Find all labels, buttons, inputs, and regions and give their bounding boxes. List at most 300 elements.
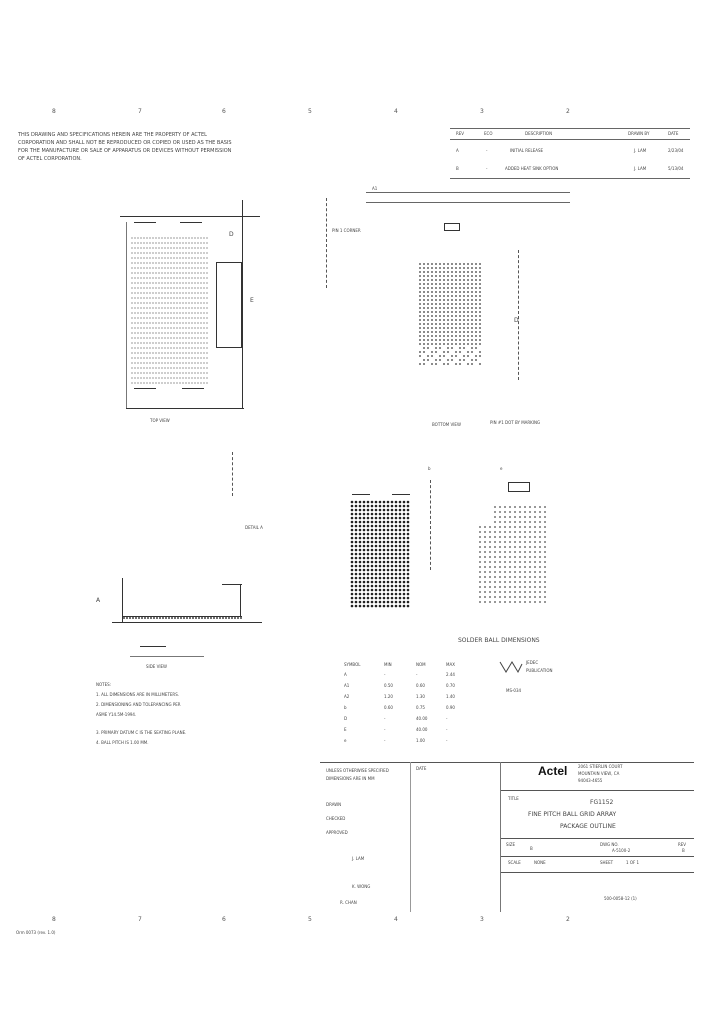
ball-mark — [451, 275, 453, 277]
rev-header: REV — [456, 131, 465, 136]
ball-mark — [170, 337, 171, 338]
ball-mark — [137, 262, 138, 263]
ball-mark — [176, 257, 177, 258]
ball-mark — [375, 577, 378, 580]
ball-mark — [158, 332, 159, 333]
ball-mark — [200, 282, 201, 283]
ball-mark — [143, 382, 144, 383]
ball-mark — [200, 337, 201, 338]
ball-mark — [467, 327, 469, 329]
ball-mark — [427, 347, 429, 349]
ball-mark — [367, 585, 370, 588]
ball-mark — [206, 372, 207, 373]
ball-mark — [494, 601, 496, 603]
ball-mark — [170, 262, 171, 263]
ball-mark — [170, 362, 171, 363]
ball-mark — [534, 541, 536, 543]
ball-mark — [173, 362, 174, 363]
ball-mark — [149, 297, 150, 298]
ball-mark — [427, 275, 429, 277]
ball-mark — [375, 573, 378, 576]
ball-mark — [179, 372, 180, 373]
ball-mark — [149, 322, 150, 323]
ball-mark — [140, 377, 141, 378]
ball-mark — [419, 275, 421, 277]
ball-mark — [203, 292, 204, 293]
ball-mark — [143, 347, 144, 348]
ball-mark — [435, 275, 437, 277]
bottom-view-balls — [418, 262, 488, 372]
ball-mark — [137, 347, 138, 348]
ball-mark — [499, 561, 501, 563]
ball-mark — [203, 237, 204, 238]
ball-mark — [494, 521, 496, 523]
ball-mark — [463, 355, 465, 357]
ball-mark — [544, 566, 546, 568]
ball-mark — [219, 617, 221, 619]
ball-mark — [203, 332, 204, 333]
ball-mark — [524, 506, 526, 508]
ball-mark — [197, 382, 198, 383]
ball-mark — [129, 617, 131, 619]
ball-mark — [158, 327, 159, 328]
ball-mark — [170, 367, 171, 368]
ball-mark — [179, 282, 180, 283]
ball-mark — [185, 342, 186, 343]
dim-a-label: A — [96, 597, 101, 604]
ball-mark — [419, 263, 421, 265]
ball-mark — [544, 601, 546, 603]
ball-mark — [131, 272, 132, 273]
ball-mark — [504, 601, 506, 603]
ball-mark — [423, 299, 425, 301]
ball-mark — [539, 511, 541, 513]
ball-mark — [191, 327, 192, 328]
ball-mark — [194, 312, 195, 313]
ball-mark — [509, 541, 511, 543]
ball-mark — [141, 617, 143, 619]
ball-mark — [395, 593, 398, 596]
ball-mark — [367, 541, 370, 544]
dim-table-cell: - — [384, 716, 386, 721]
ball-mark — [471, 335, 473, 337]
ball-mark — [443, 323, 445, 325]
ball-mark — [443, 343, 445, 345]
ball-mark — [191, 292, 192, 293]
ball-mark — [375, 521, 378, 524]
ball-mark — [155, 342, 156, 343]
ball-mark — [439, 267, 441, 269]
ball-mark — [351, 597, 354, 600]
ball-mark — [134, 382, 135, 383]
ball-mark — [203, 357, 204, 358]
ball-mark — [431, 351, 433, 353]
ball-mark — [435, 307, 437, 309]
dim-table-cell: 2.44 — [446, 672, 455, 677]
ball-mark — [134, 257, 135, 258]
ball-mark — [435, 295, 437, 297]
ball-mark — [471, 343, 473, 345]
ball-mark — [179, 257, 180, 258]
ball-mark — [131, 317, 132, 318]
ball-mark — [176, 272, 177, 273]
ball-mark — [489, 576, 491, 578]
ball-mark — [206, 337, 207, 338]
ball-mark — [451, 323, 453, 325]
ball-mark — [167, 247, 168, 248]
ball-mark — [363, 565, 366, 568]
ball-mark — [140, 317, 141, 318]
ball-mark — [475, 355, 477, 357]
ball-mark — [146, 287, 147, 288]
logo-line: JEDEC — [526, 660, 539, 665]
ball-mark — [539, 526, 541, 528]
ball-mark — [367, 529, 370, 532]
company-sub: MOUNTAIN VIEW, CA — [578, 771, 620, 776]
ball-mark — [534, 566, 536, 568]
ball-mark — [182, 367, 183, 368]
ball-mark — [529, 551, 531, 553]
ball-mark — [383, 585, 386, 588]
ball-mark — [439, 359, 441, 361]
ball-mark — [427, 327, 429, 329]
ball-mark — [158, 252, 159, 253]
ball-mark — [399, 601, 402, 604]
ball-mark — [150, 617, 152, 619]
ball-mark — [134, 302, 135, 303]
ball-mark — [479, 339, 481, 341]
ball-mark — [167, 357, 168, 358]
ball-mark — [158, 297, 159, 298]
ball-mark — [158, 292, 159, 293]
ball-mark — [188, 257, 189, 258]
ball-mark — [467, 355, 469, 357]
ball-mark — [427, 263, 429, 265]
ball-mark — [173, 292, 174, 293]
ball-mark — [529, 601, 531, 603]
ball-mark — [197, 257, 198, 258]
ball-mark — [427, 319, 429, 321]
ball-mark — [509, 601, 511, 603]
ball-mark — [134, 267, 135, 268]
ball-mark — [191, 267, 192, 268]
ball-mark — [375, 525, 378, 528]
ball-mark — [467, 339, 469, 341]
ball-mark — [146, 252, 147, 253]
ball-mark — [179, 367, 180, 368]
ball-mark — [419, 343, 421, 345]
ball-mark — [484, 601, 486, 603]
ball-mark — [164, 342, 165, 343]
ball-mark — [459, 291, 461, 293]
ball-mark — [200, 362, 201, 363]
ball-mark — [213, 617, 215, 619]
dim-table-cell: 1.00 — [416, 738, 425, 743]
ball-mark — [407, 605, 410, 608]
ball-mark — [423, 335, 425, 337]
ball-mark — [167, 302, 168, 303]
ball-mark — [155, 312, 156, 313]
ball-mark — [188, 247, 189, 248]
ball-mark — [395, 545, 398, 548]
ball-mark — [387, 577, 390, 580]
ball-mark — [383, 557, 386, 560]
ball-mark — [188, 287, 189, 288]
ball-mark — [459, 351, 461, 353]
ball-mark — [451, 291, 453, 293]
ball-mark — [391, 513, 394, 516]
ball-mark — [206, 327, 207, 328]
ball-mark — [155, 377, 156, 378]
ball-mark — [359, 553, 362, 556]
ball-mark — [182, 357, 183, 358]
ball-mark — [359, 573, 362, 576]
ball-mark — [143, 327, 144, 328]
ball-mark — [539, 566, 541, 568]
ball-mark — [152, 362, 153, 363]
ball-mark — [173, 242, 174, 243]
ball-mark — [427, 291, 429, 293]
ball-mark — [143, 297, 144, 298]
ball-mark — [399, 581, 402, 584]
ball-mark — [459, 311, 461, 313]
dim-table-cell: E — [344, 727, 347, 732]
ball-mark — [126, 617, 128, 619]
ball-mark — [158, 307, 159, 308]
ball-mark — [391, 581, 394, 584]
ball-mark — [149, 377, 150, 378]
ball-mark — [131, 242, 132, 243]
ball-mark — [479, 566, 481, 568]
ball-mark — [463, 287, 465, 289]
ball-mark — [379, 569, 382, 572]
ball-mark — [146, 317, 147, 318]
ball-mark — [455, 271, 457, 273]
ball-mark — [509, 526, 511, 528]
ball-mark — [351, 565, 354, 568]
ball-mark — [176, 327, 177, 328]
ball-mark — [149, 317, 150, 318]
ball-mark — [188, 337, 189, 338]
ball-mark — [407, 533, 410, 536]
ball-mark — [185, 322, 186, 323]
ball-mark — [524, 516, 526, 518]
ball-mark — [391, 541, 394, 544]
ball-mark — [149, 287, 150, 288]
ball-mark — [191, 277, 192, 278]
ball-mark — [203, 347, 204, 348]
ball-mark — [519, 586, 521, 588]
ball-mark — [161, 317, 162, 318]
ball-mark — [463, 323, 465, 325]
ball-mark — [427, 343, 429, 345]
ball-mark — [359, 605, 362, 608]
ball-mark — [131, 267, 132, 268]
ball-mark — [407, 545, 410, 548]
ball-mark — [367, 597, 370, 600]
ball-mark — [164, 382, 165, 383]
dim-header: NOM — [416, 662, 426, 667]
ball-mark — [479, 311, 481, 313]
ball-mark — [387, 601, 390, 604]
side-note: 1. ALL DIMENSIONS ARE IN MILLIMETERS. — [96, 692, 180, 697]
ball-mark — [158, 242, 159, 243]
ball-mark — [188, 352, 189, 353]
rev-cell: 5/13/04 — [668, 166, 684, 171]
ball-mark — [146, 292, 147, 293]
ball-mark — [509, 571, 511, 573]
ball-mark — [479, 315, 481, 317]
ball-mark — [467, 283, 469, 285]
ball-mark — [140, 247, 141, 248]
ball-mark — [459, 279, 461, 281]
ball-mark — [158, 257, 159, 258]
ball-mark — [359, 557, 362, 560]
ball-mark — [144, 617, 146, 619]
ball-mark — [459, 299, 461, 301]
ball-mark — [176, 337, 177, 338]
ball-mark — [479, 275, 481, 277]
tol-header: UNLESS OTHERWISE SPECIFIED — [326, 768, 389, 773]
ball-mark — [419, 279, 421, 281]
ball-mark — [371, 549, 374, 552]
ball-mark — [200, 322, 201, 323]
ball-mark — [134, 262, 135, 263]
ball-mark — [455, 287, 457, 289]
top-view-label: TOP VIEW — [150, 418, 170, 423]
ball-mark — [494, 551, 496, 553]
ball-mark — [134, 317, 135, 318]
ball-mark — [146, 267, 147, 268]
ball-mark — [519, 541, 521, 543]
dim-table-cell: 0.60 — [384, 705, 393, 710]
ball-mark — [455, 307, 457, 309]
ball-mark — [484, 571, 486, 573]
ball-mark — [399, 585, 402, 588]
ball-mark — [188, 332, 189, 333]
ball-mark — [467, 351, 469, 353]
ball-mark — [419, 315, 421, 317]
ball-mark — [131, 362, 132, 363]
ball-mark — [179, 357, 180, 358]
ball-mark — [367, 561, 370, 564]
ball-mark — [134, 322, 135, 323]
note-line: CORPORATION AND SHALL NOT BE REPRODUCED OR COPIED OR USED AS THE BASIS — [18, 140, 232, 146]
ball-mark — [399, 521, 402, 524]
ball-mark — [355, 605, 358, 608]
ball-mark — [443, 299, 445, 301]
ball-mark — [191, 377, 192, 378]
ball-mark — [167, 372, 168, 373]
ball-mark — [427, 331, 429, 333]
ball-mark — [399, 525, 402, 528]
ball-mark — [155, 372, 156, 373]
ball-mark — [191, 262, 192, 263]
zone-label: 6 — [222, 108, 226, 115]
ball-mark — [479, 287, 481, 289]
ball-mark — [164, 262, 165, 263]
ball-mark — [514, 601, 516, 603]
zone-label: 8 — [52, 916, 56, 923]
ball-mark — [524, 556, 526, 558]
ball-mark — [544, 551, 546, 553]
ball-mark — [419, 303, 421, 305]
ball-mark — [534, 521, 536, 523]
ball-mark — [131, 337, 132, 338]
center-line — [430, 480, 431, 570]
ball-mark — [443, 283, 445, 285]
ball-mark — [131, 307, 132, 308]
ball-mark — [164, 282, 165, 283]
ball-mark — [359, 601, 362, 604]
ball-mark — [519, 521, 521, 523]
ball-mark — [529, 591, 531, 593]
ball-mark — [149, 267, 150, 268]
ball-mark — [451, 299, 453, 301]
ball-mark — [194, 362, 195, 363]
ball-mark — [155, 337, 156, 338]
ball-mark — [351, 573, 354, 576]
ball-mark — [203, 317, 204, 318]
ball-mark — [197, 357, 198, 358]
ball-mark — [471, 311, 473, 313]
ball-mark — [200, 317, 201, 318]
ball-mark — [387, 605, 390, 608]
rev-cell: 2/23/04 — [668, 148, 684, 153]
ball-mark — [182, 262, 183, 263]
ball-mark — [544, 581, 546, 583]
ball-mark — [435, 303, 437, 305]
ball-mark — [363, 593, 366, 596]
ball-mark — [176, 282, 177, 283]
ball-mark — [439, 347, 441, 349]
ball-mark — [431, 327, 433, 329]
scale-label: SCALE — [508, 860, 521, 865]
ball-mark — [387, 505, 390, 508]
ball-mark — [387, 533, 390, 536]
ball-mark — [451, 307, 453, 309]
ball-mark — [427, 295, 429, 297]
ball-mark — [359, 501, 362, 504]
ball-mark — [194, 307, 195, 308]
ball-mark — [391, 553, 394, 556]
ball-mark — [387, 553, 390, 556]
ball-mark — [484, 581, 486, 583]
section-label: SOLDER BALL DIMENSIONS — [458, 637, 540, 644]
ball-mark — [459, 275, 461, 277]
ball-mark — [137, 362, 138, 363]
ball-mark — [471, 263, 473, 265]
ball-mark — [134, 342, 135, 343]
ball-mark — [431, 267, 433, 269]
ball-mark — [395, 597, 398, 600]
ball-mark — [391, 557, 394, 560]
ball-mark — [443, 355, 445, 357]
ball-mark — [431, 343, 433, 345]
ball-mark — [484, 566, 486, 568]
ball-mark — [463, 299, 465, 301]
ball-mark — [539, 576, 541, 578]
ball-mark — [176, 297, 177, 298]
ball-mark — [155, 382, 156, 383]
ball-mark — [170, 292, 171, 293]
ball-mark — [451, 295, 453, 297]
ball-mark — [395, 601, 398, 604]
ball-mark — [383, 589, 386, 592]
ball-mark — [143, 317, 144, 318]
ball-mark — [479, 581, 481, 583]
ball-mark — [155, 307, 156, 308]
